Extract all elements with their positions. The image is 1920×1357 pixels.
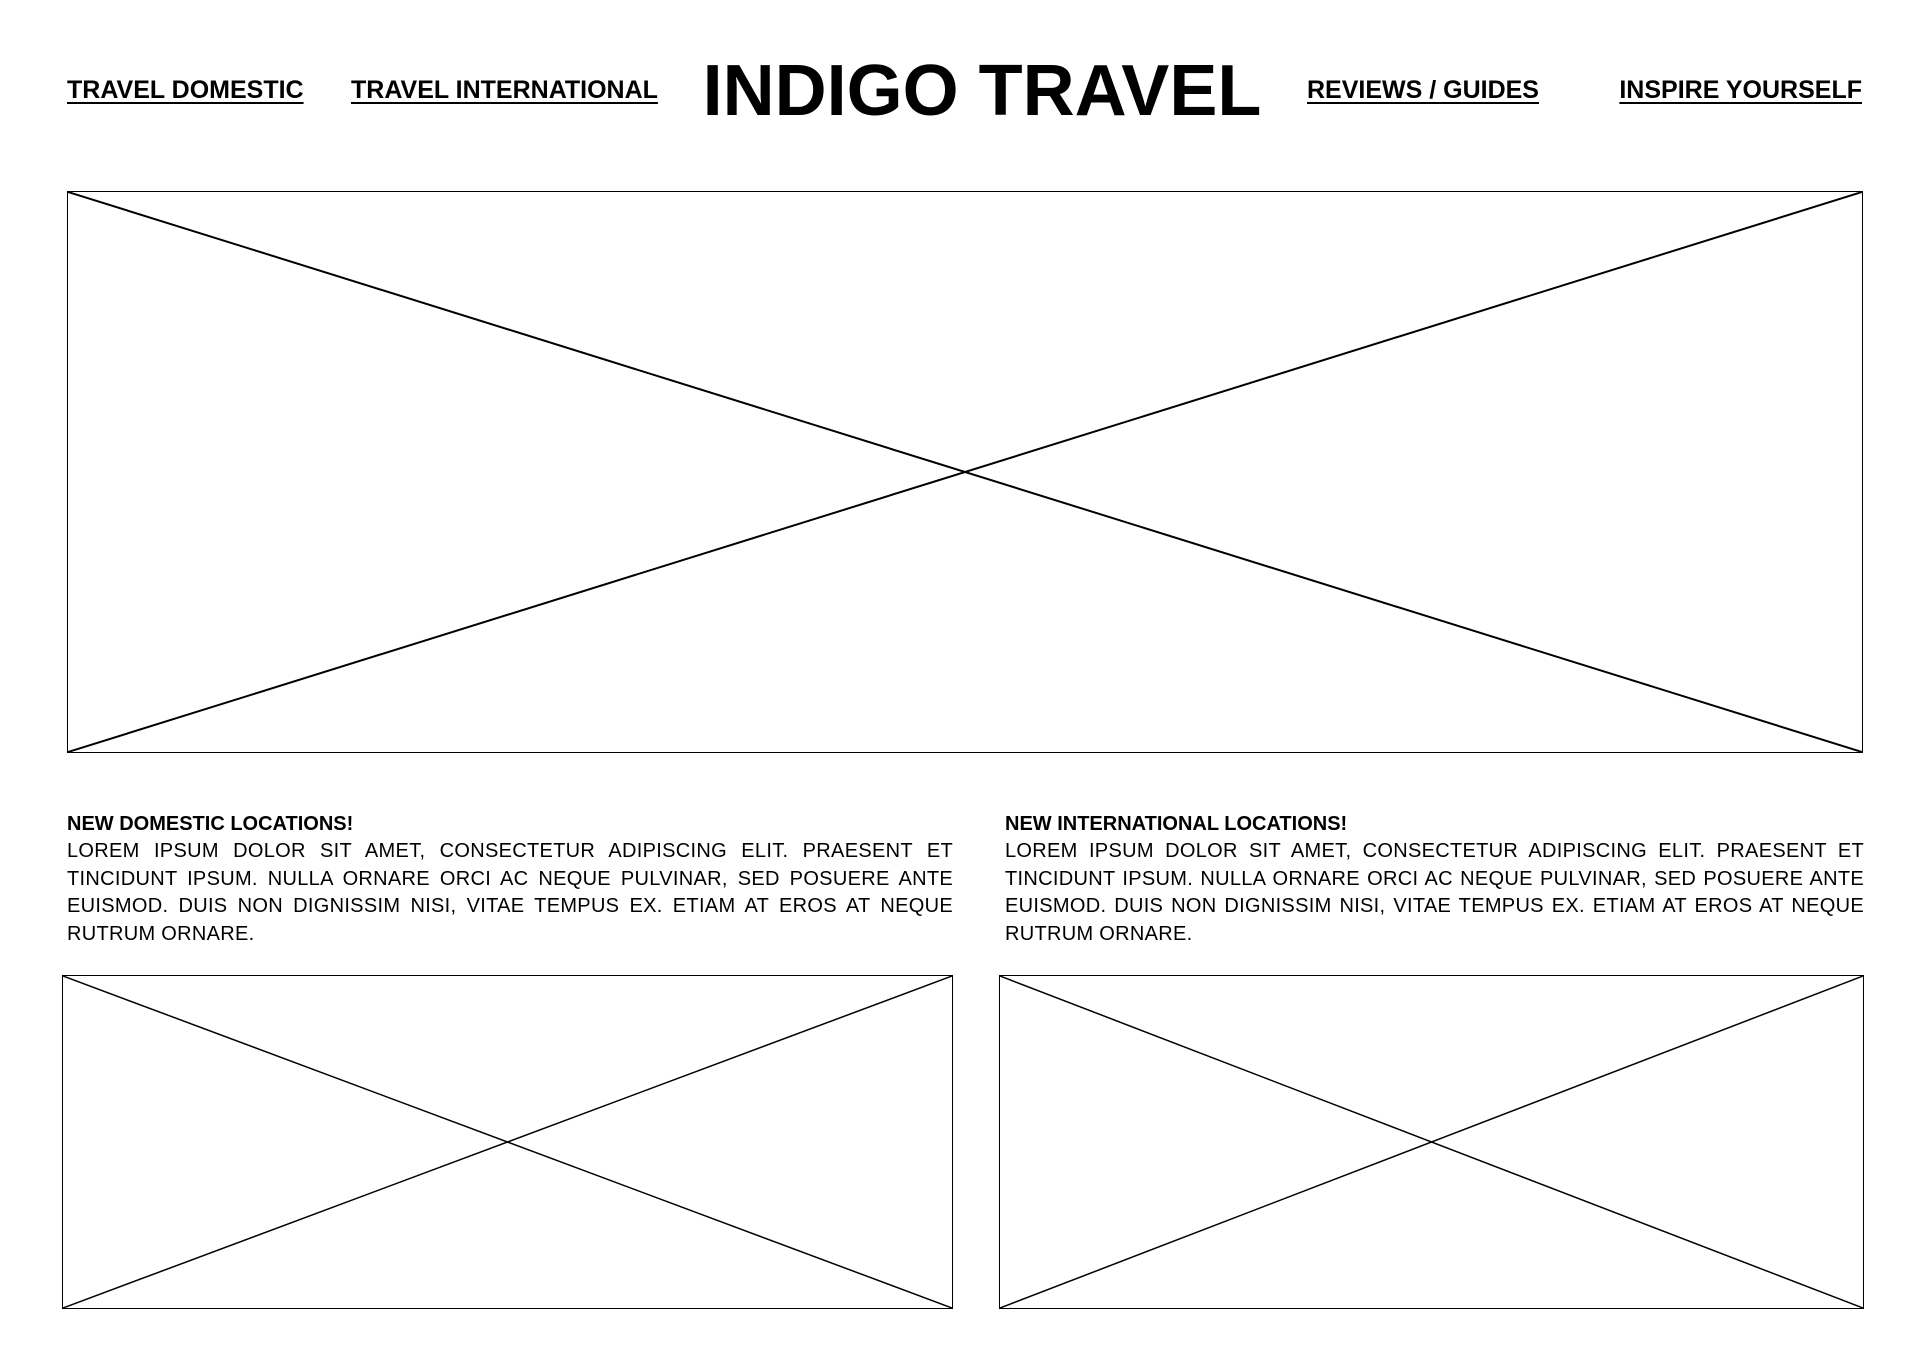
hero-image-placeholder: [67, 191, 1863, 753]
domestic-image-placeholder: [62, 975, 953, 1309]
international-image-placeholder: [999, 975, 1864, 1309]
nav-inspire-yourself[interactable]: INSPIRE YOURSELF: [1619, 76, 1862, 104]
international-locations-heading: NEW INTERNATIONAL LOCATIONS!: [1005, 813, 1348, 835]
domestic-locations-heading: NEW DOMESTIC LOCATIONS!: [67, 813, 354, 835]
domestic-locations-section: [67, 811, 953, 948]
international-locations-section: [1005, 811, 1864, 948]
domestic-locations-text: LOREM IPSUM DOLOR SIT AMET, CONSECTETUR ADIPISCING ELIT. PRAESENT ET TINCIDUNT IPSUM. NULLA ORNARE ORCI AC NEQUE PULVINAR, SED POSUERE ANTE EUISMOD. DUIS NON DIGNISSIM NISI, VITAE TEMPUS EX. ETIAM AT EROS AT NEQUE RUTRUM ORNARE.: [67, 840, 953, 945]
image-placeholder-icon: [1000, 976, 1863, 1308]
image-placeholder-icon: [68, 192, 1862, 752]
nav-travel-international[interactable]: TRAVEL INTERNATIONAL: [351, 76, 658, 104]
international-locations-text: LOREM IPSUM DOLOR SIT AMET, CONSECTETUR ADIPISCING ELIT. PRAESENT ET TINCIDUNT IPSUM. NULLA ORNARE ORCI AC NEQUE PULVINAR, SED POSUERE ANTE EUISMOD. DUIS NON DIGNISSIM NISI, VITAE TEMPUS EX. ETIAM AT EROS AT NEQUE RUTRUM ORNARE.: [1005, 840, 1864, 945]
site-title: INDIGO TRAVEL: [702, 51, 1262, 131]
nav-travel-domestic[interactable]: TRAVEL DOMESTIC: [67, 76, 304, 104]
nav-reviews-guides[interactable]: REVIEWS / GUIDES: [1307, 76, 1539, 104]
image-placeholder-icon: [63, 976, 952, 1308]
